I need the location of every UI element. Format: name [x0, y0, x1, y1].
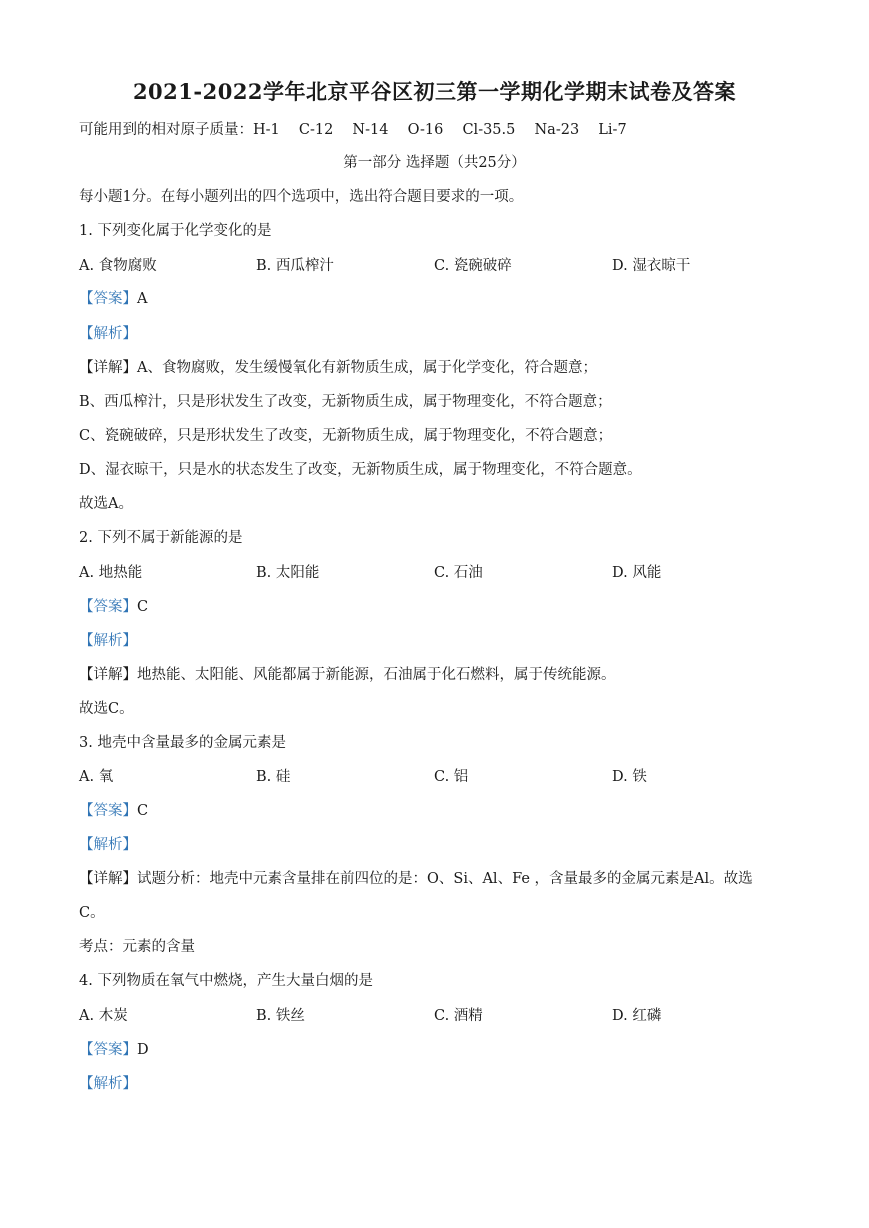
q2-option-a: A. 地热能 [79, 565, 143, 581]
q1-option-c: C. 瓷碗破碎 [434, 258, 512, 274]
q3-kaodian: 考点：元素的含量 [79, 939, 195, 955]
q4-analysis-label: 【解析】 [79, 1076, 137, 1092]
q1-answer [79, 289, 147, 309]
q4-answer [79, 1040, 149, 1060]
q4-option-a: A. 木炭 [79, 1008, 128, 1024]
q1-option-d: D. 湿衣晾干 [612, 258, 691, 274]
q2-answer-value: C [137, 599, 149, 615]
q1-detail [79, 358, 597, 378]
q3-option-a: A. 氧 [79, 769, 114, 785]
detail-label: 【详解】 [79, 667, 137, 683]
q3-detail-continued: C。 [79, 905, 105, 921]
q2-detail [79, 665, 616, 685]
q3-option-c: C. 铝 [434, 769, 469, 785]
q1-line-c: C、瓷碗破碎，只是形状发生了改变，无新物质生成，属于物理变化，不符合题意； [79, 428, 613, 444]
q2-answer [79, 597, 148, 617]
q1-answer-value: A [137, 291, 148, 307]
q1-stem: 1. 下列变化属于化学变化的是 [79, 223, 272, 239]
q1-conclusion: 故选A。 [79, 496, 133, 512]
q1-line-b: B、西瓜榨汁，只是形状发生了改变，无新物质生成，属于物理变化，不符合题意； [79, 394, 612, 410]
q2-conclusion: 故选C。 [79, 701, 134, 717]
page-title: 2021-2022学年北京平谷区初三第一学期化学期末试卷及答案 [132, 79, 737, 104]
q3-option-b: B. 硅 [256, 769, 291, 785]
q3-answer-value: C [137, 803, 149, 819]
detail-label: 【详解】 [79, 871, 137, 887]
q3-stem: 3. 地壳中含量最多的金属元素是 [79, 735, 286, 751]
q1-option-b: B. 西瓜榨汁 [256, 258, 334, 274]
q3-answer [79, 801, 148, 821]
q1-analysis-label: 【解析】 [79, 326, 137, 342]
q2-option-d: D. 风能 [612, 565, 662, 581]
q3-detail [79, 869, 753, 889]
section-title: 第一部分 选择题（共25分） [343, 155, 526, 171]
q2-analysis-label: 【解析】 [79, 633, 137, 649]
q4-stem: 4. 下列物质在氧气中燃烧，产生大量白烟的是 [79, 973, 373, 989]
q4-option-d: D. 红磷 [612, 1008, 662, 1024]
answer-label: 【答案】 [79, 599, 137, 615]
q1-detail-text: A、食物腐败，发生缓慢氧化有新物质生成，属于化学变化，符合题意； [137, 360, 597, 376]
q2-option-c: C. 石油 [434, 565, 483, 581]
detail-label: 【详解】 [79, 360, 137, 376]
q3-analysis-label: 【解析】 [79, 837, 137, 853]
q2-detail-text: 地热能、太阳能、风能都属于新能源，石油属于化石燃料，属于传统能源。 [137, 667, 616, 683]
q4-answer-value: D [137, 1042, 149, 1058]
q2-option-b: B. 太阳能 [256, 565, 320, 581]
q3-detail-text: 试题分析：地壳中元素含量排在前四位的是：O、Si、Al、Fe ，含量最多的金属元素是Al。故选 [137, 871, 753, 887]
instructions: 每小题1分。在每小题列出的四个选项中，选出符合题目要求的一项。 [79, 189, 524, 205]
answer-label: 【答案】 [79, 803, 137, 819]
atomic-masses: 可能用到的相对原子质量：H-1 C-12 N-14 O-16 Cl-35.5 Na-23 Li-7 [79, 122, 627, 138]
q1-line-d: D、湿衣晾干，只是水的状态发生了改变，无新物质生成，属于物理变化，不符合题意。 [79, 462, 642, 478]
q3-option-d: D. 铁 [612, 769, 647, 785]
q2-stem: 2. 下列不属于新能源的是 [79, 530, 243, 546]
q4-option-b: B. 铁丝 [256, 1008, 305, 1024]
answer-label: 【答案】 [79, 291, 137, 307]
q4-option-c: C. 酒精 [434, 1008, 483, 1024]
q1-option-a: A. 食物腐败 [79, 258, 157, 274]
answer-label: 【答案】 [79, 1042, 137, 1058]
